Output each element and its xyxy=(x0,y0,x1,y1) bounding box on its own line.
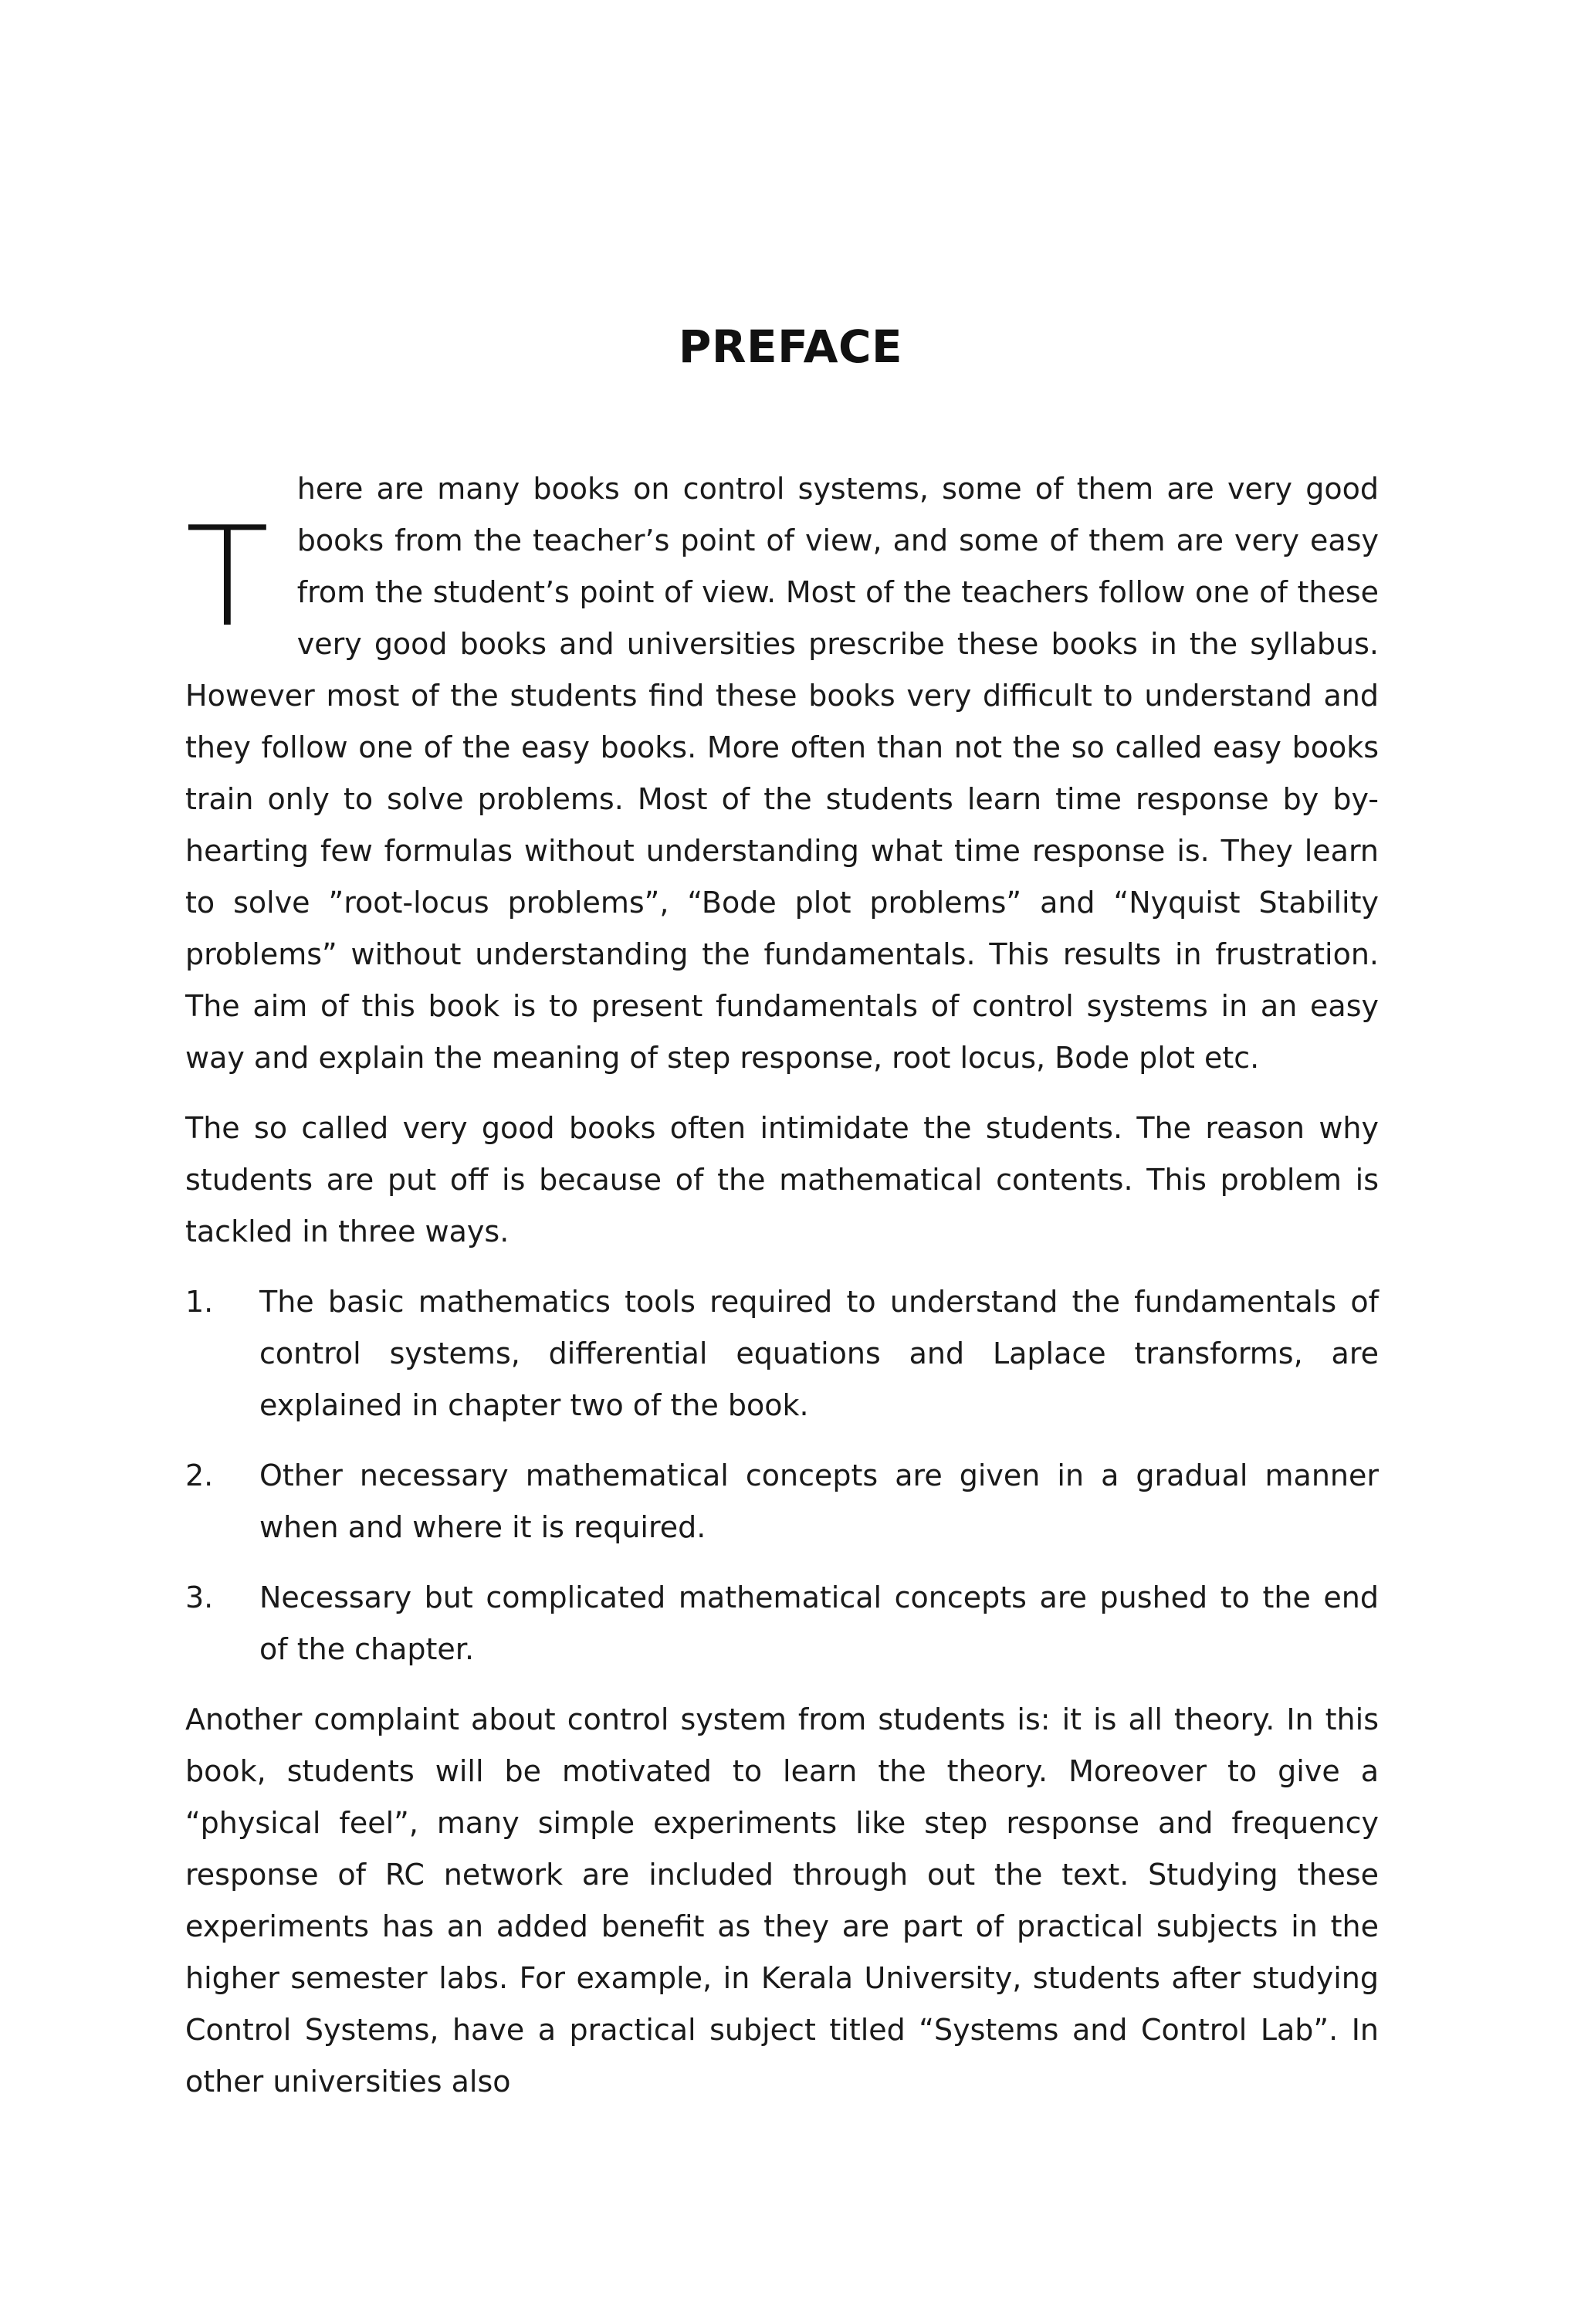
list-item-number: 2. xyxy=(185,1458,214,1492)
paragraph-intro xyxy=(185,463,1379,1084)
paragraph-intro-text: here are many books on control systems, some of them are very good books from the teacher’s point of view, and some of them are very easy from the student’s point of view. Most of the teachers follow one of these very good books and universities prescribe these books in the syllabus. However most of the students find these books very difficult to understand and they follow one of the easy books. More often than not the so called easy books train only to solve problems. Most of the students learn time response by by-hearting few formulas without understanding what time response is. They learn to solve ”root-locus problems”, “Bode plot problems” and “Nyquist Stability problems” without understanding the fundamentals. This results in frustration. The aim of this book is to present fundamentals of control systems in an easy way and explain the meaning of step response, root locus, Bode plot etc. xyxy=(185,472,1379,1075)
list-item xyxy=(185,1450,1379,1553)
list-item-number: 3. xyxy=(185,1580,214,1614)
preface-body xyxy=(185,463,1379,2126)
drop-cap-letter: T xyxy=(185,497,269,657)
paragraph-theory-complaint: Another complaint about control system from students is: it is all theory. In this book, students will be motivated to learn the theory. Moreover to give a “physical feel”, many simple experiments like step response and frequency response of RC network are included through out the text. Studying these experiments has an added benefit as they are part of practical subjects in the higher semester labs. For example, in Kerala University, students after studying Control Systems, have a practical subject titled “Systems and Control Lab”. In other universities also xyxy=(185,1702,1379,2099)
paragraph-math-concerns: The so called very good books often intimidate the students. The reason why students are put off is because of the mathematical contents. This problem is tackled in three ways. xyxy=(185,1111,1379,1248)
approach-list xyxy=(185,1276,1379,1675)
page-title: PREFACE xyxy=(678,320,903,373)
list-item-number: 1. xyxy=(185,1285,214,1319)
list-item-text: Necessary but complicated mathematical concepts are pushed to the end of the chapter. xyxy=(259,1580,1379,1666)
list-item xyxy=(185,1276,1379,1431)
list-item xyxy=(185,1572,1379,1675)
list-item-text: The basic mathematics tools required to understand the fundamentals of control systems, differential equations and Laplace transforms, are explained in chapter two of the book. xyxy=(259,1285,1379,1422)
list-item-text: Other necessary mathematical concepts are given in a gradual manner when and where it is required. xyxy=(259,1458,1379,1544)
